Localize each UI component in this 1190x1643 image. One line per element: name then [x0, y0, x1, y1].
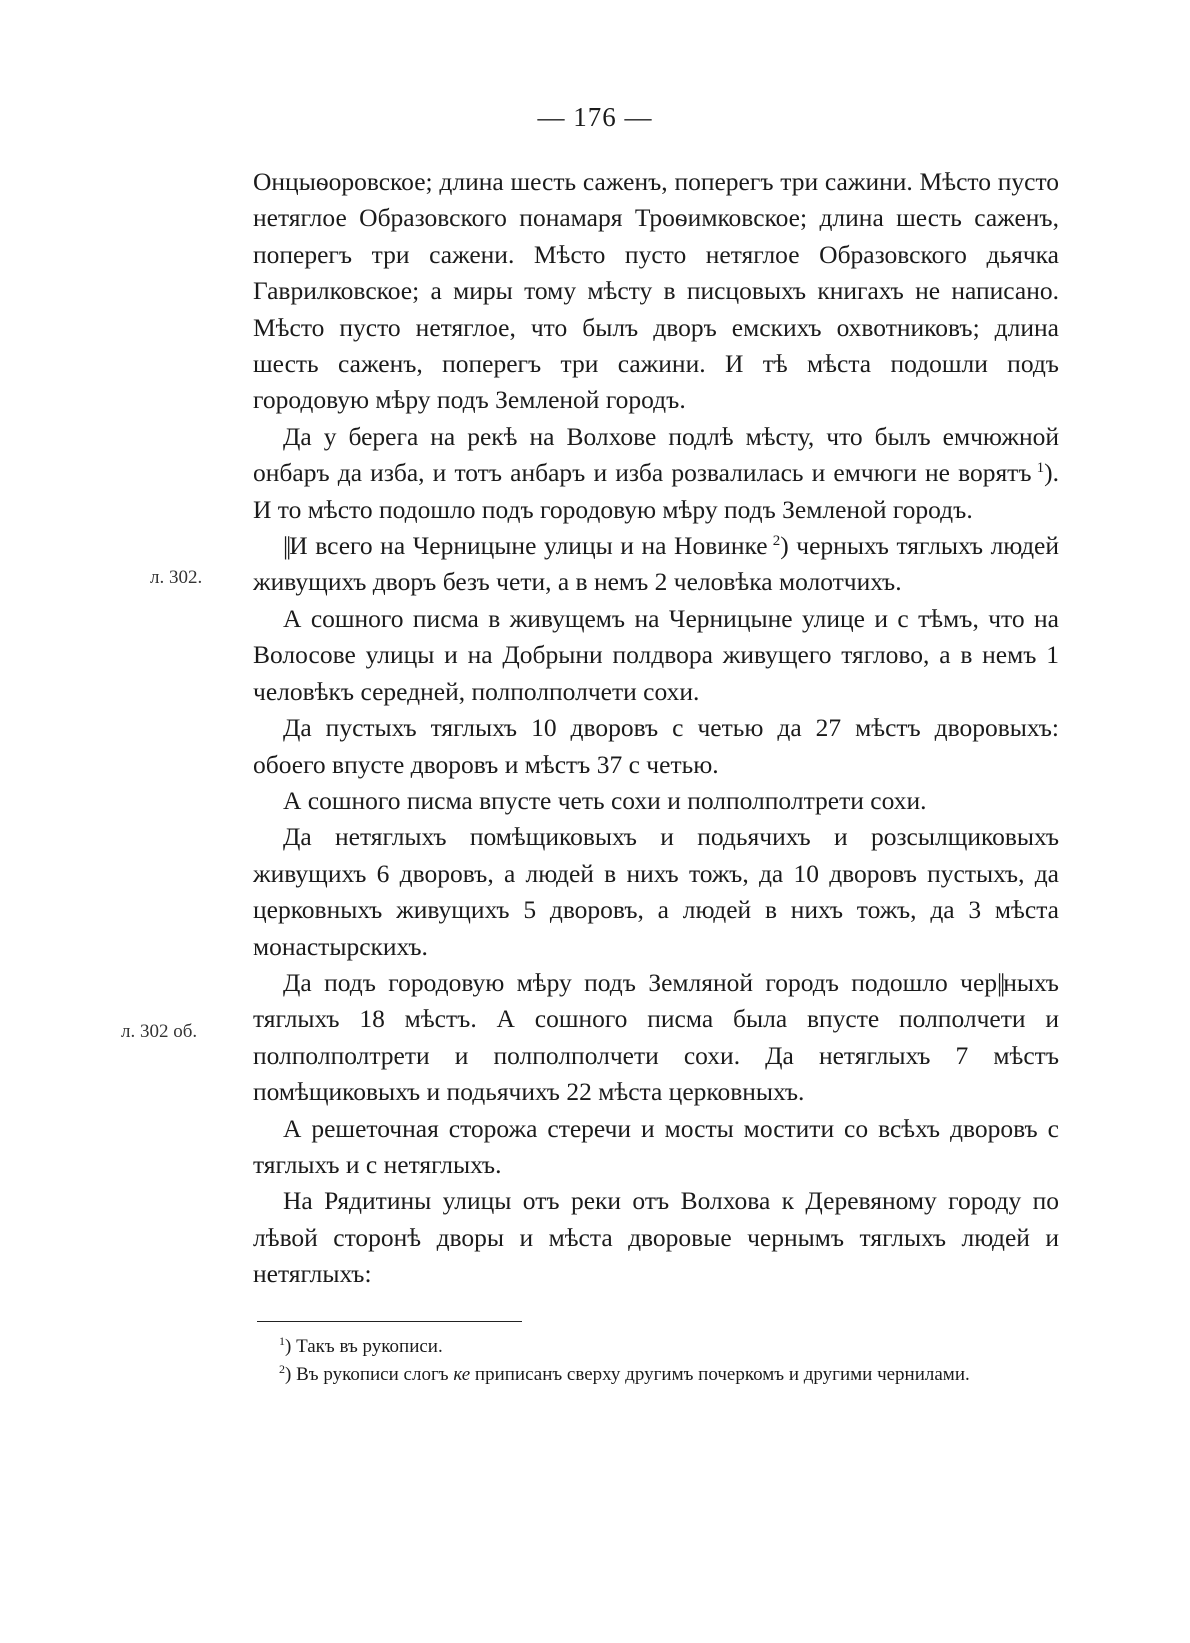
paragraph-10: На Рядитины улицы отъ реки отъ Волхова к Деревяному городу по лѣвой сторонѣ дворы и мѣста дворовые чернымъ тяглыхъ людей и нетяглыхъ: [253, 1186, 1059, 1289]
paragraph-3-part-a: И всего на Черницыне улицы и на Новинке [289, 531, 768, 561]
paragraph-1: Онцыѳоровское; длина шесть саженъ, поперегъ три сажини. Мѣсто пусто нетяглое Образовского понамаря Троѳимковское; длина шесть саженъ, поперегъ три сажени. Мѣсто пусто нетяглое Образовского дьячка Гаврилковское; а миры тому мѣсту в писцовыхъ книгахъ не написано. Мѣсто пусто нетяглое, что былъ дворъ емскихъ охвотниковъ; длина шесть саженъ, поперегъ три сажини. И тѣ мѣста подошли подъ городовую мѣру подъ Земленой городъ. [253, 167, 1059, 415]
footnote-ref-1: 1 [1036, 460, 1045, 477]
folio-break-mark: || [283, 531, 290, 561]
footnote-2-part-a: ) Въ рукописи слогъ [285, 1364, 449, 1385]
paragraph-3 [253, 528, 1059, 601]
footnote-2 [253, 1361, 1059, 1389]
footnote-2-part-b: приписанъ сверху другимъ почеркомъ и другими чернилами. [474, 1364, 970, 1385]
main-text [253, 164, 1059, 1293]
paragraph-9: А решеточная сторожа стеречи и мосты мостити со всѣхъ дворовъ с тяглыхъ и с нетяглыхъ. [253, 1113, 1059, 1179]
margin-note-folio-302-verso: л. 302 об. [121, 1021, 198, 1042]
footnote-1 [253, 1333, 1059, 1361]
footnote-2-mark: 2 [279, 1362, 285, 1376]
page-number: — 176 — [537, 102, 653, 132]
footnote-2-italic: ке [453, 1364, 471, 1385]
paragraph-3-part-b: ) черныхъ тяглыхъ людей живущихъ дворъ безъ чети, а в немъ 2 человѣка молотчихъ. [253, 531, 1060, 597]
paragraph-5: Да пустыхъ тяглыхъ 10 дворовъ с четью да 27 мѣстъ дворовыхъ: обоего впусте дворовъ и мѣстъ 37 с четью. [253, 713, 1059, 779]
paragraph-8-part-a: Да подъ городовую мѣру подъ Земляной городъ подошло чер [283, 967, 998, 997]
folio-break-mark: || [997, 967, 1004, 997]
footnote-1-mark: 1 [279, 1334, 285, 1348]
margin-note-folio-302: л. 302. [150, 567, 203, 588]
paragraph-4: А сошного писма в живущемъ на Черницыне улице и с тѣмъ, что на Волосове улицы и на Добрыни полдвора живущего тяглово, а в немъ 1 человѣкъ середней, полполполчети сохи. [253, 603, 1059, 706]
footnote-divider [257, 1321, 522, 1322]
paragraph-7: Да нетяглыхъ помѣщиковыхъ и подьячихъ и розсылщиковыхъ живущихъ 6 дворовъ, а людей в нихъ тожъ, да 10 дворовъ пустыхъ, да церковныхъ живущихъ 5 дворовъ, а людей в нихъ тожъ, да 3 мѣста монастырскихъ. [253, 822, 1059, 961]
footnote-1-text: ) Такъ въ рукописи. [285, 1336, 443, 1357]
footnotes [253, 1333, 1059, 1389]
paragraph-8 [253, 965, 1059, 1111]
footnote-ref-2: 2 [772, 533, 781, 550]
paragraph-8-part-b: ныхъ тяглыхъ 18 мѣстъ. А сошного писма была впусте полполчети и полполполтрети и полполполчети сохи. Да нетяглыхъ 7 мѣстъ помѣщиковыхъ и подьячихъ 22 мѣста церковныхъ. [253, 967, 1059, 1107]
paragraph-6: А сошного писма впусте четь сохи и полполполтрети сохи. [283, 785, 927, 815]
paragraph-2-part-b: ). И то мѣсто подошло подъ городовую мѣру подъ Земленой городъ. [253, 458, 1059, 524]
paragraph-2-part-a: Да у берега на рекѣ на Волхове подлѣ мѣсту, что былъ емчюжной онбаръ да изба, и тотъ анбаръ и изба розвалилась и емчюги не ворятъ [253, 421, 1059, 488]
paragraph-2 [253, 419, 1059, 528]
